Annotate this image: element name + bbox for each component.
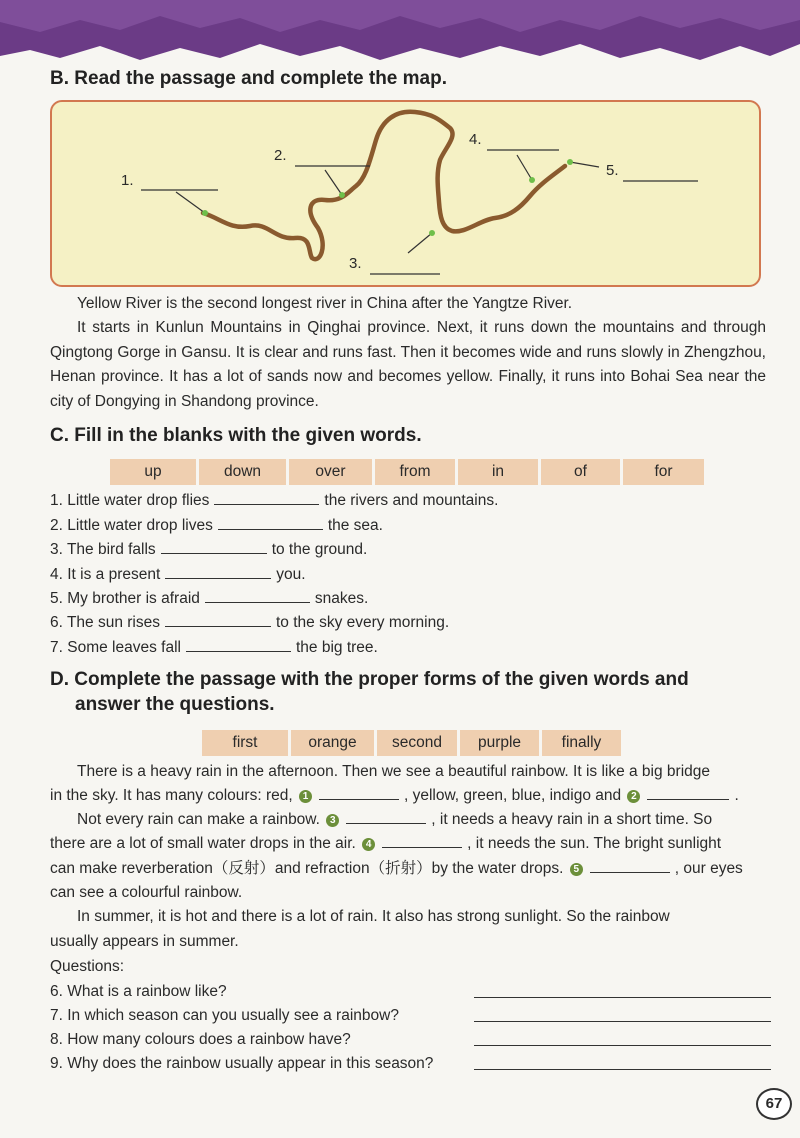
passage-d-line: In summer, it is hot and there is a lot of rain. It also has strong sunlight. So the rainbow <box>77 908 670 925</box>
passage-d-line: in the sky. It has many colours: red, 1 , yellow, green, blue, indigo and 2 . <box>50 784 739 809</box>
answer-line-9[interactable] <box>474 1069 771 1070</box>
word-box-c: of <box>541 459 620 485</box>
passage-d-line: can see a colourful rainbow. <box>50 884 243 901</box>
question-7: 7. In which season can you usually see a rainbow? <box>50 1007 399 1024</box>
pointer-4 <box>517 155 532 180</box>
answer-blank[interactable] <box>161 538 267 554</box>
header-banner <box>0 0 800 70</box>
section-b-title: B. Read the passage and complete the map. <box>50 68 447 89</box>
question-6: 6. What is a rainbow like? <box>50 983 227 1000</box>
passage-b-p2: It starts in Kunlun Mountains in Qinghai province. Next, it runs down the mountains and through Qingtong Gorge in Gansu. It is clear and runs fast. Then it becomes wide and runs slowly in Zhengzhou, Henan province. It has a lot of sands now and becomes yellow. Finally, it runs into Bohai Sea near the city of Dongying in Shandong province. <box>50 319 766 410</box>
question-8: 8. How many colours does a rainbow have? <box>50 1031 351 1048</box>
fill-item-1: 1. Little water drop flies the rivers and mountains. <box>50 489 498 514</box>
river-map <box>50 100 761 287</box>
badge-3: 3 <box>326 814 339 827</box>
answer-blank[interactable] <box>647 784 729 800</box>
answer-blank[interactable] <box>214 489 319 505</box>
answer-blank[interactable] <box>590 857 670 873</box>
word-box-d: finally <box>542 730 621 756</box>
fill-item-4: 4. It is a present you. <box>50 563 306 588</box>
answer-line-8[interactable] <box>474 1045 771 1046</box>
word-box-d: purple <box>460 730 539 756</box>
passage-d-line: There is a heavy rain in the afternoon. Then we see a beautiful rainbow. It is like a big bridge <box>77 763 711 780</box>
fill-item-5: 5. My brother is afraid snakes. <box>50 587 368 612</box>
questions-label: Questions: <box>50 958 125 975</box>
badge-5: 5 <box>570 863 583 876</box>
answer-blank[interactable] <box>382 832 462 848</box>
pointer-1 <box>176 192 205 213</box>
answer-blank[interactable] <box>346 808 426 824</box>
pointer-5 <box>570 162 599 167</box>
section-d-title-cont: answer the questions. <box>75 694 275 715</box>
word-box-c: for <box>623 459 704 485</box>
word-box-d: second <box>377 730 457 756</box>
map-label-1: 1. <box>121 172 134 189</box>
map-label-5: 5. <box>606 162 619 179</box>
question-9: 9. Why does the rainbow usually appear in this season? <box>50 1055 434 1072</box>
map-label-2: 2. <box>274 147 287 164</box>
answer-blank[interactable] <box>205 587 310 603</box>
fill-item-2: 2. Little water drop lives the sea. <box>50 514 383 539</box>
pointer-2 <box>325 170 342 195</box>
answer-blank[interactable] <box>165 563 271 579</box>
section-d-title: D. Complete the passage with the proper forms of the given words and <box>50 669 689 690</box>
fill-item-3: 3. The bird falls to the ground. <box>50 538 367 563</box>
passage-d-line: can make reverberation（反射）and refraction（折射）by the water drops. 5 , our eyes <box>50 857 743 882</box>
yellow-river-path <box>203 112 565 259</box>
map-label-3: 3. <box>349 255 362 272</box>
badge-1: 1 <box>299 790 312 803</box>
word-box-c: up <box>110 459 196 485</box>
section-c-title: C. Fill in the blanks with the given words. <box>50 425 422 446</box>
word-box-d: orange <box>291 730 374 756</box>
answer-blank[interactable] <box>218 514 323 530</box>
answer-blank[interactable] <box>165 611 271 627</box>
answer-line-7[interactable] <box>474 1021 771 1022</box>
word-box-c: from <box>375 459 455 485</box>
word-box-c: over <box>289 459 372 485</box>
passage-d-line: Not every rain can make a rainbow. 3 , it needs a heavy rain in a short time. So <box>77 808 712 833</box>
answer-blank[interactable] <box>319 784 399 800</box>
passage-d-line: there are a lot of small water drops in the air. 4 , it needs the sun. The bright sunlight <box>50 832 721 857</box>
answer-line-6[interactable] <box>474 997 771 998</box>
badge-2: 2 <box>627 790 640 803</box>
badge-4: 4 <box>362 838 375 851</box>
word-box-c: in <box>458 459 538 485</box>
word-box-c: down <box>199 459 286 485</box>
passage-b-p1: Yellow River is the second longest river in China after the Yangtze River. <box>77 295 573 312</box>
word-box-d: first <box>202 730 288 756</box>
page-number: 67 <box>765 1095 783 1112</box>
answer-blank[interactable] <box>186 636 291 652</box>
map-label-4: 4. <box>469 131 482 148</box>
passage-d-line: usually appears in summer. <box>50 933 239 950</box>
fill-item-7: 7. Some leaves fall the big tree. <box>50 636 378 661</box>
fill-item-6: 6. The sun rises to the sky every morning. <box>50 611 449 636</box>
pointer-3 <box>408 233 432 253</box>
page-number-badge <box>756 1088 792 1120</box>
